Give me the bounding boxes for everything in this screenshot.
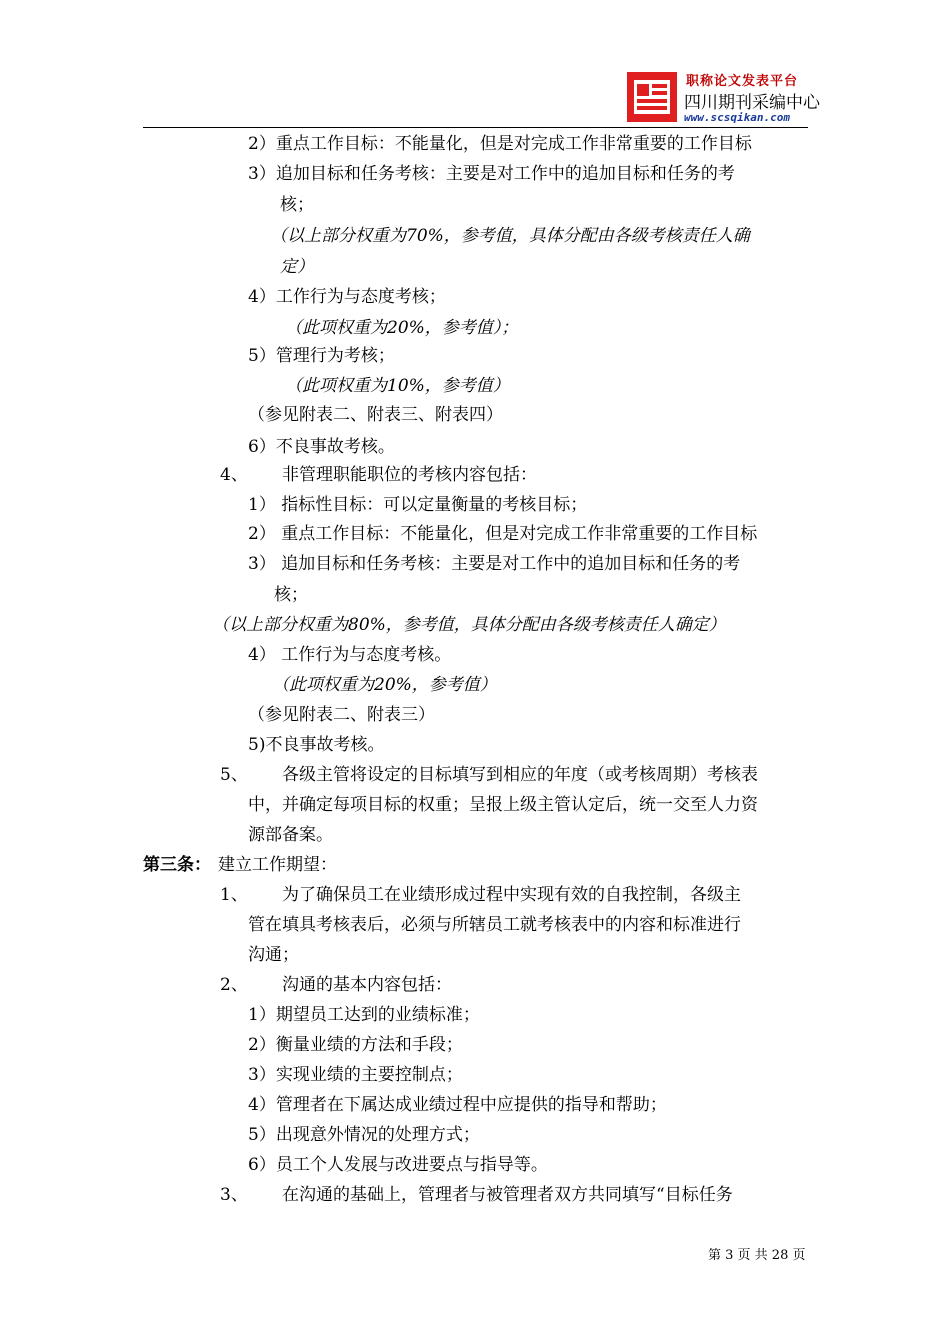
text-line: 中，并确定每项目标的权重；呈报上级主管认定后，统一交至人力资 [248, 795, 758, 815]
page-number: 第 3 页 共 28 页 [708, 1248, 806, 1263]
header-url[interactable]: www.scsqikan.com [684, 111, 790, 124]
text-line: 5)不良事故考核。 [248, 735, 385, 755]
text-line: 在沟通的基础上，管理者与被管理者双方共同填写“目标任务 [282, 1185, 733, 1205]
text-line: 4）工作行为与态度考核； [248, 287, 446, 307]
text-line: （参见附表二、附表三） [248, 705, 435, 725]
text-line: 6）不良事故考核。 [248, 437, 395, 457]
text-line: 各级主管将设定的目标填写到相应的年度（或考核周期）考核表 [282, 765, 758, 785]
weight-note: （以上部分权重为70%，参考值，具体分配由各级考核责任人确 [270, 226, 750, 246]
text-line: 2） 重点工作目标：不能量化，但是对完成工作非常重要的工作目标 [248, 524, 758, 544]
header-rule [143, 127, 808, 128]
weight-note: （此项权重为10%，参考值） [285, 376, 510, 396]
text-line: 核； [280, 195, 314, 215]
text-line: 管在填具考核表后，必须与所辖员工就考核表中的内容和标准进行 [248, 915, 741, 935]
header-name: 四川期刊采编中心 [684, 93, 820, 113]
weight-note: （以上部分权重为80%，参考值，具体分配由各级考核责任人确定） [212, 615, 726, 635]
text-line: 1） 指标性目标：可以定量衡量的考核目标； [248, 495, 588, 515]
text-line: 沟通的基本内容包括： [282, 975, 452, 995]
text-line: 3）追加目标和任务考核：主要是对工作中的追加目标和任务的考 [248, 164, 735, 184]
text-line: 3） 追加目标和任务考核：主要是对工作中的追加目标和任务的考 [248, 554, 741, 574]
list-item: 2）衡量业绩的方法和手段； [248, 1035, 463, 1055]
weight-note: （此项权重为20%，参考值）； [285, 318, 519, 338]
header-brand: 职称论文发表平台 [686, 74, 799, 89]
list-item: 3）实现业绩的主要控制点； [248, 1065, 463, 1085]
section-number: 2、 [220, 975, 248, 995]
text-line: 沟通； [248, 945, 299, 965]
list-item: 1）期望员工达到的业绩标准； [248, 1005, 480, 1025]
publisher-logo [627, 72, 677, 122]
text-line: 为了确保员工在业绩形成过程中实现有效的自我控制，各级主 [282, 885, 741, 905]
weight-note: 定） [280, 257, 314, 277]
article-title: 建立工作期望： [218, 855, 337, 875]
article-label: 第三条： [143, 855, 211, 875]
list-item: 6）员工个人发展与改进要点与指导等。 [248, 1155, 548, 1175]
section-number: 5、 [220, 765, 248, 785]
text-line: 非管理职能职位的考核内容包括： [282, 465, 537, 485]
text-line: 4） 工作行为与态度考核。 [248, 645, 452, 665]
text-line: 源部备案。 [248, 825, 333, 845]
list-item: 5）出现意外情况的处理方式； [248, 1125, 480, 1145]
section-number: 4、 [220, 465, 248, 485]
text-line: 2）重点工作目标：不能量化，但是对完成工作非常重要的工作目标 [248, 134, 752, 154]
section-number: 1、 [220, 885, 248, 905]
text-line: 5）管理行为考核； [248, 346, 395, 366]
weight-note: （此项权重为20%，参考值） [272, 675, 497, 695]
text-line: 核； [274, 585, 308, 605]
text-line: （参见附表二、附表三、附表四） [248, 405, 503, 425]
list-item: 4）管理者在下属达成业绩过程中应提供的指导和帮助； [248, 1095, 667, 1115]
section-number: 3、 [220, 1185, 248, 1205]
